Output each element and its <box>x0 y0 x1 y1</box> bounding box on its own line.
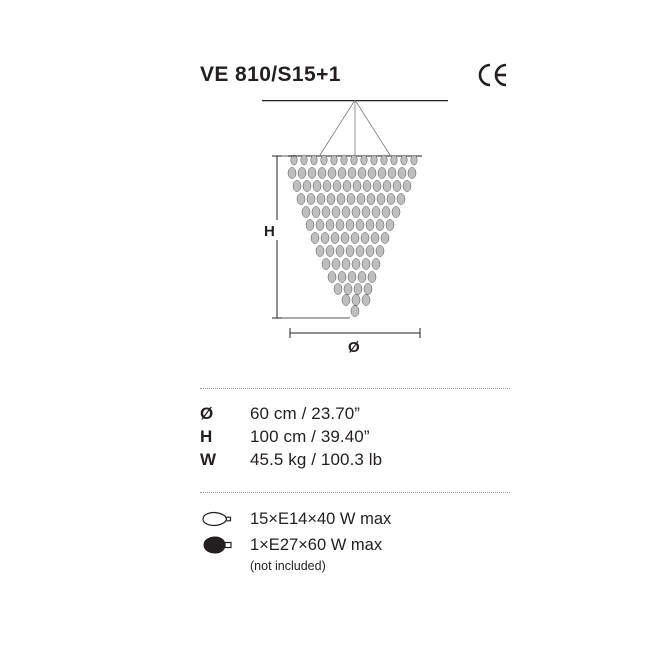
header <box>200 62 510 96</box>
lamp-note: (not included) <box>250 559 326 573</box>
list-item <box>200 532 510 558</box>
dimension-key-diameter: Ø <box>200 404 214 423</box>
dimension-key-height: H <box>200 427 213 446</box>
table-row <box>200 450 510 473</box>
divider-bottom <box>200 492 510 493</box>
dimension-value-diameter: 60 cm / 23.70” <box>250 404 361 423</box>
dimension-value-height: 100 cm / 39.40” <box>250 427 370 446</box>
candle-bulb-icon <box>200 508 250 530</box>
svg-text:H: H <box>264 223 275 240</box>
table-row <box>200 427 510 450</box>
dimension-value-weight: 45.5 kg / 100.3 lb <box>250 450 383 469</box>
lamp-spec-text-2: 1×E27×60 W max <box>250 535 383 554</box>
divider-top <box>200 388 510 389</box>
ce-mark-icon <box>476 63 510 87</box>
page-title: VE 810/S15+1 <box>200 63 341 86</box>
svg-text:Ø: Ø <box>348 339 360 356</box>
table-row <box>200 404 510 427</box>
dimensions-table <box>200 404 510 473</box>
lamp-specs <box>200 506 510 574</box>
lamp-spec-text-1: 15×E14×40 W max <box>250 509 392 528</box>
list-item <box>200 506 510 532</box>
chandelier-drawing <box>200 100 510 360</box>
globe-bulb-icon <box>200 534 250 556</box>
dimension-key-weight: W <box>200 450 217 469</box>
